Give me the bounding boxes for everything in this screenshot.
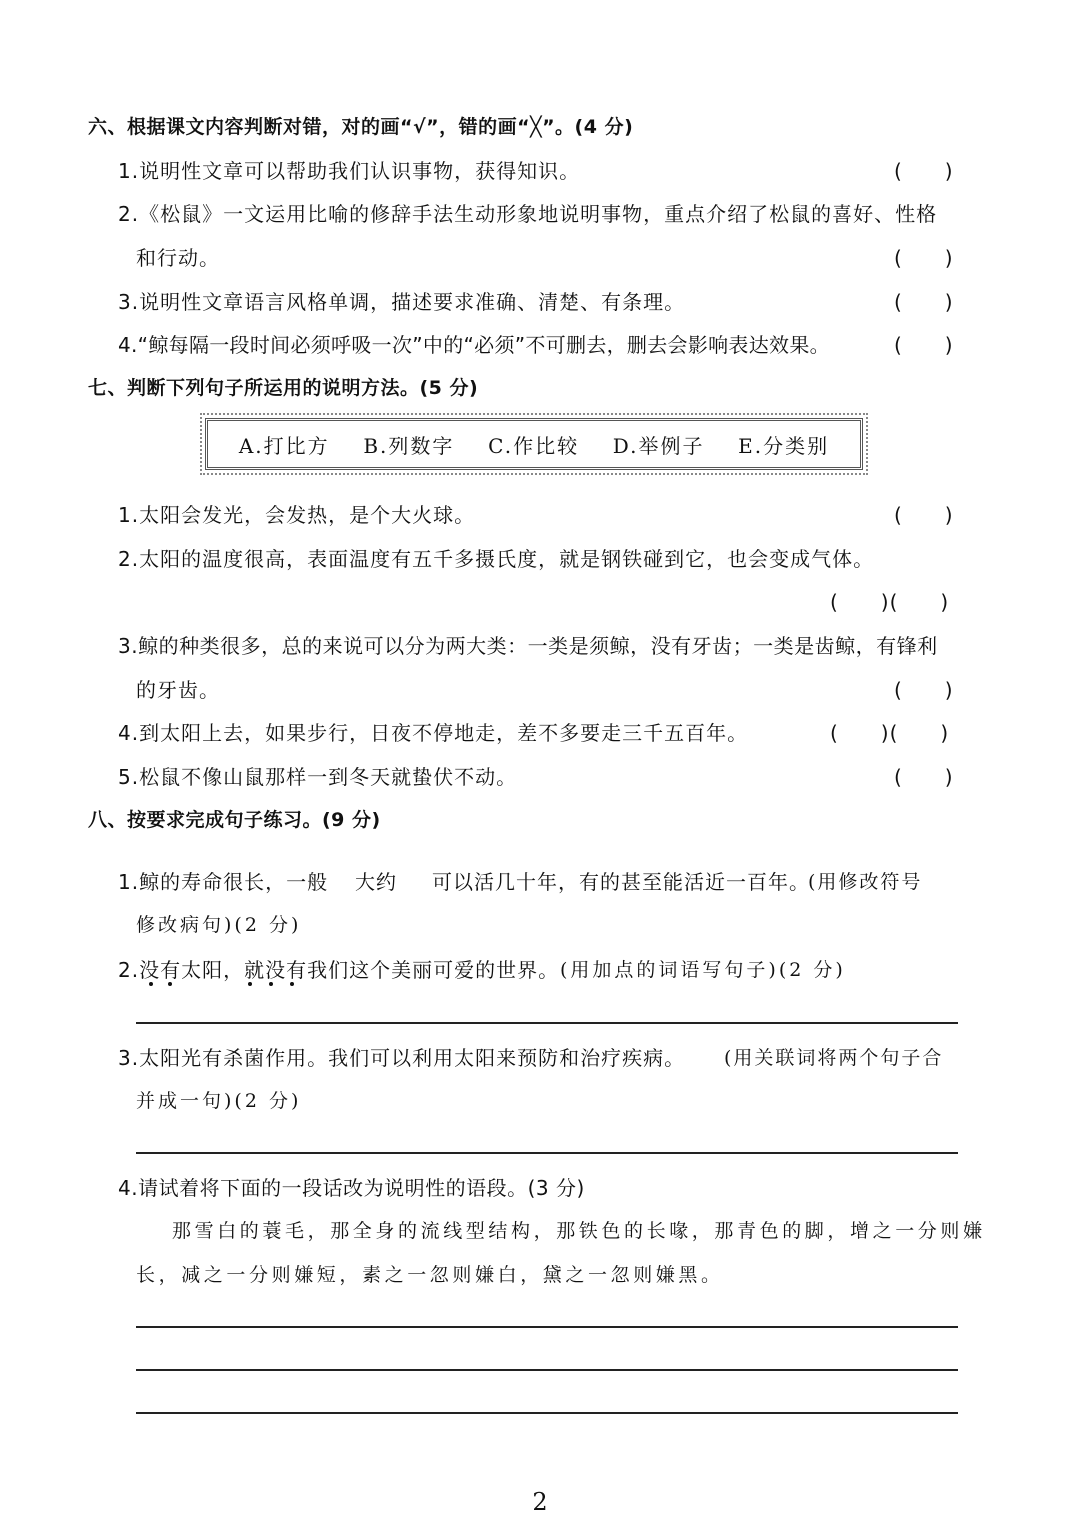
s6-q4-answer-bracket[interactable]: ( ) [894,333,954,357]
option-b: B.列数字 [363,433,455,458]
section-8-title: 八、按要求完成句子练习。(9 分) [88,809,381,831]
s8-q3-instruction-cont: 并成一句)(2 分) [136,1090,302,1112]
emphasis-dot [168,982,172,986]
s6-q2-answer-bracket[interactable]: ( ) [894,246,954,270]
s7-question-3-cont: 的牙齿。 [136,678,220,702]
s7-question-3: 3.鲸的种类很多，总的来说可以分为两大类：一类是须鲸，没有牙齿；一类是齿鲸，有锋利 [118,634,938,658]
s8-q4-answer-line-3[interactable] [136,1412,958,1414]
s7-q1-answer-bracket[interactable]: ( ) [894,503,954,527]
s8-question-3: 3.太阳光有杀菌作用。我们可以利用太阳来预防和治疗疾病。 [118,1046,686,1070]
emphasis-dot [269,982,273,986]
s6-question-2: 2.《松鼠》一文运用比喻的修辞手法生动形象地说明事物，重点介绍了松鼠的喜好、性格 [118,202,938,226]
s6-q3-answer-bracket[interactable]: ( ) [894,290,954,314]
s7-q5-answer-bracket[interactable]: ( ) [894,765,954,789]
s8-q4-passage-line-2: 长，减之一分则嫌短，素之一忽则嫌白，黛之一忽则嫌黑。 [136,1264,724,1286]
emphasis-dot [248,982,252,986]
s7-question-4: 4.到太阳上去，如果步行，日夜不停地走，差不多要走三千五百年。 [118,721,749,745]
s6-question-2-cont: 和行动。 [136,246,220,270]
s7-q3-answer-bracket[interactable]: ( ) [894,678,954,702]
s7-question-2: 2.太阳的温度很高，表面温度有五千多摄氏度，就是钢铁碰到它，也会变成气体。 [118,547,875,571]
s8-q4-answer-line-1[interactable] [136,1326,958,1328]
s8-q1-instruction-cont: 修改病句)(2 分) [136,914,302,936]
section-7-title: 七、判断下列句子所运用的说明方法。(5 分) [88,377,479,399]
s8-q3-answer-line[interactable] [136,1152,958,1154]
s8-q1-part2: 可以活几十年，有的甚至能活近一百年。 [432,870,810,894]
s8-q1-part1: 1.鲸的寿命很长，一般 [118,870,329,894]
s8-q2-instruction: (用加点的词语写句子)(2 分) [560,959,846,981]
s7-question-5: 5.松鼠不像山鼠那样一到冬天就蛰伏不动。 [118,765,518,789]
option-d: D.举例子 [612,433,705,458]
page-number: 2 [532,1488,548,1516]
s8-q3-instruction: (用关联词将两个句子合 [724,1047,944,1069]
s6-q1-answer-bracket[interactable]: ( ) [894,159,954,183]
s8-question-2: 2.没有太阳，就没有我们这个美丽可爱的世界。 [118,958,560,982]
emphasis-dot [149,982,153,986]
option-e: E.分类别 [738,433,830,458]
option-a: A.打比方 [238,433,330,458]
s8-q4-answer-line-2[interactable] [136,1369,958,1371]
s8-q1-word: 大约 [355,870,397,894]
s7-q2-answer-brackets[interactable]: ( )( ) [830,590,950,614]
s7-q4-answer-brackets[interactable]: ( )( ) [830,721,950,745]
s6-question-4: 4.“鲸每隔一段时间必须呼吸一次”中的“必须”不可删去，删去会影响表达效果。 [118,333,830,357]
s6-question-1: 1.说明性文章可以帮助我们认识事物，获得知识。 [118,159,581,183]
s8-question-4: 4.请试着将下面的一段话改为说明性的语段。(3 分) [118,1176,585,1200]
s8-q4-passage-line-1: 那雪白的蓑毛，那全身的流线型结构，那铁色的长喙，那青色的脚，增之一分则嫌 [172,1220,986,1242]
option-c: C.作比较 [488,433,580,458]
s8-q1-instruction: (用修改符号 [808,871,923,893]
s8-q2-answer-line[interactable] [136,1022,958,1024]
emphasis-dot [290,982,294,986]
options-frame [205,418,863,470]
section-6-title: 六、根据课文内容判断对错，对的画“√”，错的画“╳”。(4 分) [88,116,634,138]
s6-question-3: 3.说明性文章语言风格单调，描述要求准确、清楚、有条理。 [118,290,686,314]
s7-question-1: 1.太阳会发光，会发热，是个大火球。 [118,503,476,527]
